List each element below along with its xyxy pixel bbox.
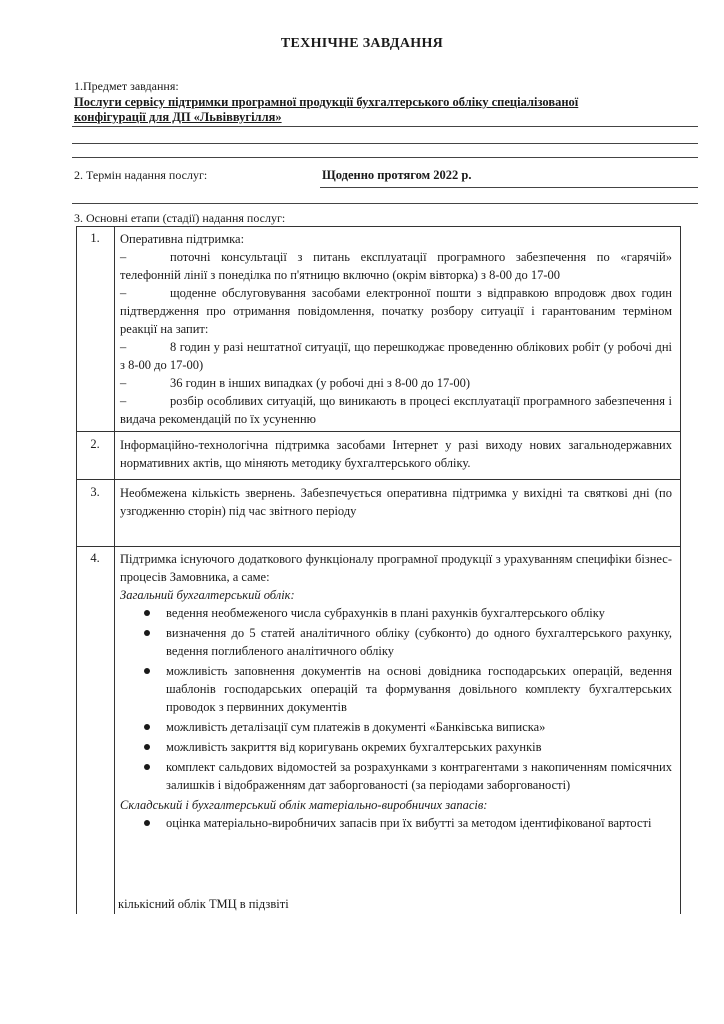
row-number: 1. (90, 231, 100, 245)
bullet-list (120, 814, 672, 832)
list-item: – розбір особливих ситуацій, що виникають в процесі експлуатації програмного забезпечення і видача рекомендацій по їх усуненню (120, 394, 672, 426)
table-border-left (76, 226, 77, 914)
section1-value-line1: Послуги сервісу підтримки програмної продукції бухгалтерського обліку спеціалізованої (74, 95, 579, 109)
list-item: – поточні консультації з питань експлуатації програмного забезпечення по «гарячій» телефонній лінії з понеділка по п'ятницю включно (окрім вівторка) з 8-00 до 17-00 (120, 250, 672, 282)
list-item: можливість заповнення документів на основі довідника господарських операцій, ведення шаблонів господарських операцій та формування довільного комплекту бухгалтерських проводок з первинних документів (120, 662, 672, 716)
table-row: Інформаційно-технологічна підтримка засобами Інтернет у разі виходу нових загальнодержавних нормативних актів, що міняють методику бухгалтерського обліку. (120, 438, 672, 470)
section3-label: 3. Основні етапи (стадії) надання послуг: (74, 211, 286, 225)
section1-value (74, 95, 698, 125)
table-row-border (76, 431, 680, 432)
fill-line (72, 157, 698, 158)
bullet-icon (144, 764, 150, 770)
subheading: Загальний бухгалтерський облік: (120, 588, 295, 602)
list-item: – щоденне обслуговування засобами електронної пошти з відправкою впродовж двох годин підтвердження про отримання повідомлення, початку розбору ситуації і гарантованим терміном реакції на запит: (120, 286, 672, 336)
bullet-icon (144, 744, 150, 750)
section2-value: Щоденно протягом 2022 р. (322, 168, 472, 182)
list-item: комплект сальдових відомостей за розрахунками з контрагентами з накопиченням помісячних залишків і відображенням дат заборгованості (за періодами заборгованості) (120, 758, 672, 794)
subheading: Складський і бухгалтерський облік матеріально-виробничих запасів: (120, 798, 488, 812)
table-row-border (76, 546, 680, 547)
list-item: – 36 годин в інших випадках (у робочі дні з 8-00 до 17-00) (120, 376, 471, 390)
table-row-border (76, 479, 680, 480)
list-item: визначення до 5 статей аналітичного обліку (субконто) до одного бухгалтерського рахунку, ведення поглибленого аналітичного обліку (120, 624, 672, 660)
bullet-icon (144, 820, 150, 826)
list-item: – 8 годин у разі нештатної ситуації, що перешкоджає проведенню облікових робіт (у робочі дні з 8-00 до 17-00) (120, 340, 672, 372)
table-border-right (680, 226, 681, 914)
bullet-icon (144, 668, 150, 674)
table-row (120, 550, 672, 834)
section1-value-line2: конфігурації для ДП «Львіввугілля» (74, 110, 282, 124)
bullet-list (120, 604, 672, 794)
fill-line (72, 203, 698, 204)
fill-line (72, 126, 698, 127)
trailing-text: кількісний облік ТМЦ в підзвіті (118, 897, 289, 911)
row-number: 3. (90, 485, 100, 499)
table-row-border (76, 226, 680, 227)
bullet-icon (144, 724, 150, 730)
fill-line (72, 143, 698, 144)
section2-label: 2. Термін надання послуг: (74, 168, 208, 182)
row-text: Підтримка існуючого додаткового функціоналу програмної продукції з урахуванням специфіки бізнес-процесів Замовника, а саме: (120, 552, 672, 584)
table-row (120, 230, 672, 428)
row-heading: Оперативна підтримка: (120, 232, 245, 246)
fill-line (320, 187, 698, 188)
table-border-divider (114, 226, 115, 914)
list-item: оцінка матеріально-виробничих запасів при їх вибутті за методом ідентифікованої вартості (120, 814, 672, 832)
list-item: можливість деталізації сум платежів в документі «Банківська виписка» (120, 718, 672, 736)
bullet-icon (144, 630, 150, 636)
bullet-icon (144, 610, 150, 616)
row-number: 4. (90, 551, 100, 565)
list-item: ведення необмеженого числа субрахунків в плані рахунків бухгалтерського обліку (120, 604, 672, 622)
row-number: 2. (90, 437, 100, 451)
list-item: можливість закриття від коригувань окремих бухгалтерських рахунків (120, 738, 672, 756)
table-row: Необмежена кількість звернень. Забезпечується оперативна підтримка у вихідні та святкові дні (по узгодженню сторін) під час звітного періоду (120, 486, 672, 518)
section1-label: 1.Предмет завдання: (74, 79, 179, 93)
document-title: ТЕХНІЧНЕ ЗАВДАННЯ (280, 36, 444, 51)
